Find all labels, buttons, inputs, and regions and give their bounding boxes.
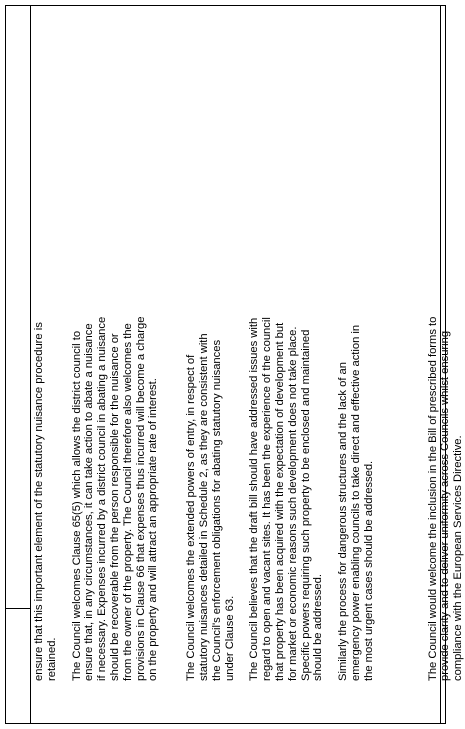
paragraph-2 <box>71 5 161 681</box>
text-line: from the owner of the property. The Council therefore also welcomes the <box>121 323 134 681</box>
paragraph-5 <box>337 5 375 681</box>
text-line: should be recoverable from the person responsible for the nuisance or <box>108 333 121 681</box>
text-line: regard to open and vacant sites. It has been the experience of the council <box>261 317 274 681</box>
document-body-text <box>31 5 465 681</box>
paragraph-3 <box>185 5 236 681</box>
text-line: retained. <box>45 637 58 681</box>
text-line: that property has been acquired with the expectation of development but <box>273 322 286 681</box>
paragraph-4 <box>248 5 325 681</box>
text-line: provisions in Clause 66 that expenses thus incurred will become a charge <box>134 316 147 681</box>
table-row-divider <box>5 608 31 609</box>
text-line: compliance with the European Services Directive. <box>452 435 465 681</box>
text-line: ensure that, in any circumstances, it can take action to abate a nuisance <box>83 323 96 681</box>
text-line: ensure that this important element of the statutory nuisance procedure is <box>33 322 45 681</box>
text-line: the Council's enforcement obligations for abating statutory nuisances <box>210 339 223 681</box>
text-line: on the property and will attract an appropriate rate of interest. <box>147 378 160 681</box>
text-line: the most urgent cases should be addressed. <box>362 460 375 681</box>
text-line: The Council welcomes the extended powers of entry, in respect of <box>185 354 198 681</box>
text-line: The Council believes that the draft bill should have addressed issues with <box>248 317 261 681</box>
text-line: The Council would welcome the inclusion in the Bill of prescribed forms to <box>426 316 439 681</box>
text-line: under Clause 63. <box>223 595 236 681</box>
paragraph-6 <box>427 5 465 681</box>
text-line: for market or economic reasons such development does not take place. <box>286 326 299 681</box>
paragraph-1 <box>33 5 59 681</box>
text-line: emergency power enabling councils to take direct and effective action in <box>349 324 362 681</box>
text-line: statutory nuisances detailed in Schedule 2, as they are consistent with <box>197 333 210 681</box>
text-line: provide clarity and to deliver uniformity across Councils whilst ensuring <box>439 330 452 681</box>
text-line: The Council welcomes Clause 65(5) which allows the district council to <box>70 330 83 681</box>
text-line: should be addressed. <box>312 574 325 681</box>
text-line: Similarly the process for dangerous structures and the lack of an <box>337 361 350 681</box>
text-line: if necessary. Expenses incurred by a district council in abating a nuisance <box>96 316 109 681</box>
text-line: Specific powers requiring such property to be enclosed and maintained <box>299 329 312 681</box>
